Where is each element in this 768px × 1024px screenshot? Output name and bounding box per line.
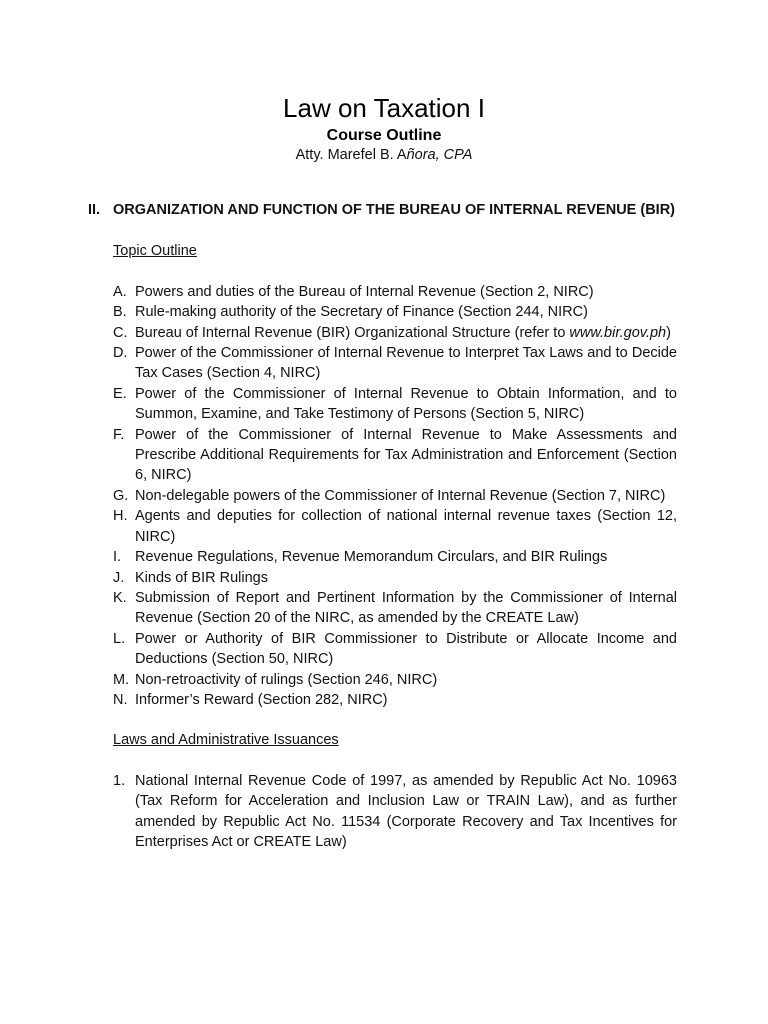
list-item [113, 568, 677, 588]
list-item-text: Informer’s Reward (Section 282, NIRC) [135, 691, 388, 708]
list-item-text: Submission of Report and Pertinent Information by the Commissioner of Internal Revenue (Section 20 of the NIRC, as amended by the CREATE Law) [135, 589, 677, 627]
list-item [113, 588, 677, 629]
list-item-text: Power or Authority of BIR Commissioner to Distribute or Allocate Income and Deductions (Section 50, NIRC) [135, 630, 677, 668]
list-item-text: Agents and deputies for collection of national internal revenue taxes (Section 12, NIRC) [135, 508, 677, 545]
list-marker: B. [113, 304, 127, 321]
list-item [113, 302, 677, 322]
list-item-text: Power of the Commissioner of Internal Revenue to Make Assessments and Prescribe Additional Requirements for Tax Administration and Enforcement (Section 6, NIRC) [135, 426, 677, 484]
list-item-text: Rule-making authority of the Secretary of Finance (Section 244, NIRC) [135, 304, 588, 321]
laws-list [113, 771, 677, 853]
list-marker: H. [113, 508, 128, 525]
list-marker: G. [113, 487, 129, 504]
document-header [0, 92, 768, 164]
list-marker: N. [113, 691, 128, 708]
list-marker: J. [113, 569, 125, 586]
list-item-text: Kinds of BIR Rulings [135, 569, 268, 586]
section-body [113, 241, 677, 852]
list-marker: D. [113, 345, 128, 362]
list-item [113, 343, 677, 384]
list-marker: I. [113, 549, 122, 566]
list-item [113, 690, 677, 710]
list-item [113, 282, 677, 302]
list-item [113, 506, 677, 547]
list-marker: E. [113, 385, 127, 402]
list-marker: 1. [113, 772, 126, 789]
list-item-text: Revenue Regulations, Revenue Memorandum Circulars, and BIR Rulings [135, 549, 608, 566]
list-item-text: Power of the Commissioner of Internal Revenue to Interpret Tax Laws and to Decide Tax Cases (Section 4, NIRC) [135, 345, 677, 382]
list-marker: L. [113, 630, 126, 647]
list-item-text: Non-delegable powers of the Commissioner of Internal Revenue (Section 7, NIRC) [135, 487, 666, 504]
author-name: Atty. Marefel B. A [295, 147, 407, 163]
list-item [113, 425, 677, 486]
list-item-text-container [135, 323, 677, 343]
list-item [113, 547, 677, 567]
list-item-text: National Internal Revenue Code of 1997, as amended by Republic Act No. 10963 (Tax Reform for Acceleration and Inclusion Law or TRAIN Law), and as further amended by Republic Act No. 11534 (Corporate Recovery and Tax Incentives for Enterprises Act or CREATE Law) [135, 772, 677, 850]
section-title: ORGANIZATION AND FUNCTION OF THE BUREAU OF INTERNAL REVENUE (BIR) [113, 202, 675, 218]
author-line [0, 146, 768, 164]
list-item-text-tail: ) [666, 324, 671, 341]
list-marker: A. [113, 283, 127, 300]
author-name-tail: ñora, CPA [406, 147, 473, 163]
list-item [113, 486, 677, 506]
list-item [113, 629, 677, 670]
bir-website-link[interactable]: www.bir.gov.ph [569, 324, 667, 341]
list-marker: K. [113, 589, 127, 606]
section-ii [88, 200, 677, 852]
list-item [113, 384, 677, 425]
list-marker: F. [113, 426, 125, 443]
section-heading [88, 200, 677, 220]
list-marker: C. [113, 324, 128, 341]
list-item-text: Power of the Commissioner of Internal Revenue to Obtain Information, and to Summon, Examine, and Take Testimony of Persons (Section 5, NIRC) [135, 385, 677, 423]
section-number: II. [88, 202, 101, 218]
list-item [113, 323, 677, 343]
list-item [113, 771, 677, 853]
list-item-text: Non-retroactivity of rulings (Section 246, NIRC) [135, 671, 438, 688]
topic-outline-heading: Topic Outline [113, 243, 197, 260]
list-marker: M. [113, 671, 130, 688]
document-subtitle: Course Outline [326, 127, 442, 144]
laws-heading: Laws and Administrative Issuances [113, 732, 339, 749]
list-item [113, 670, 677, 690]
list-item-text: Powers and duties of the Bureau of Internal Revenue (Section 2, NIRC) [135, 283, 594, 300]
document-title: Law on Taxation I [283, 93, 485, 123]
topic-list [113, 282, 677, 711]
list-item-text: Bureau of Internal Revenue (BIR) Organizational Structure (refer to [135, 324, 570, 341]
